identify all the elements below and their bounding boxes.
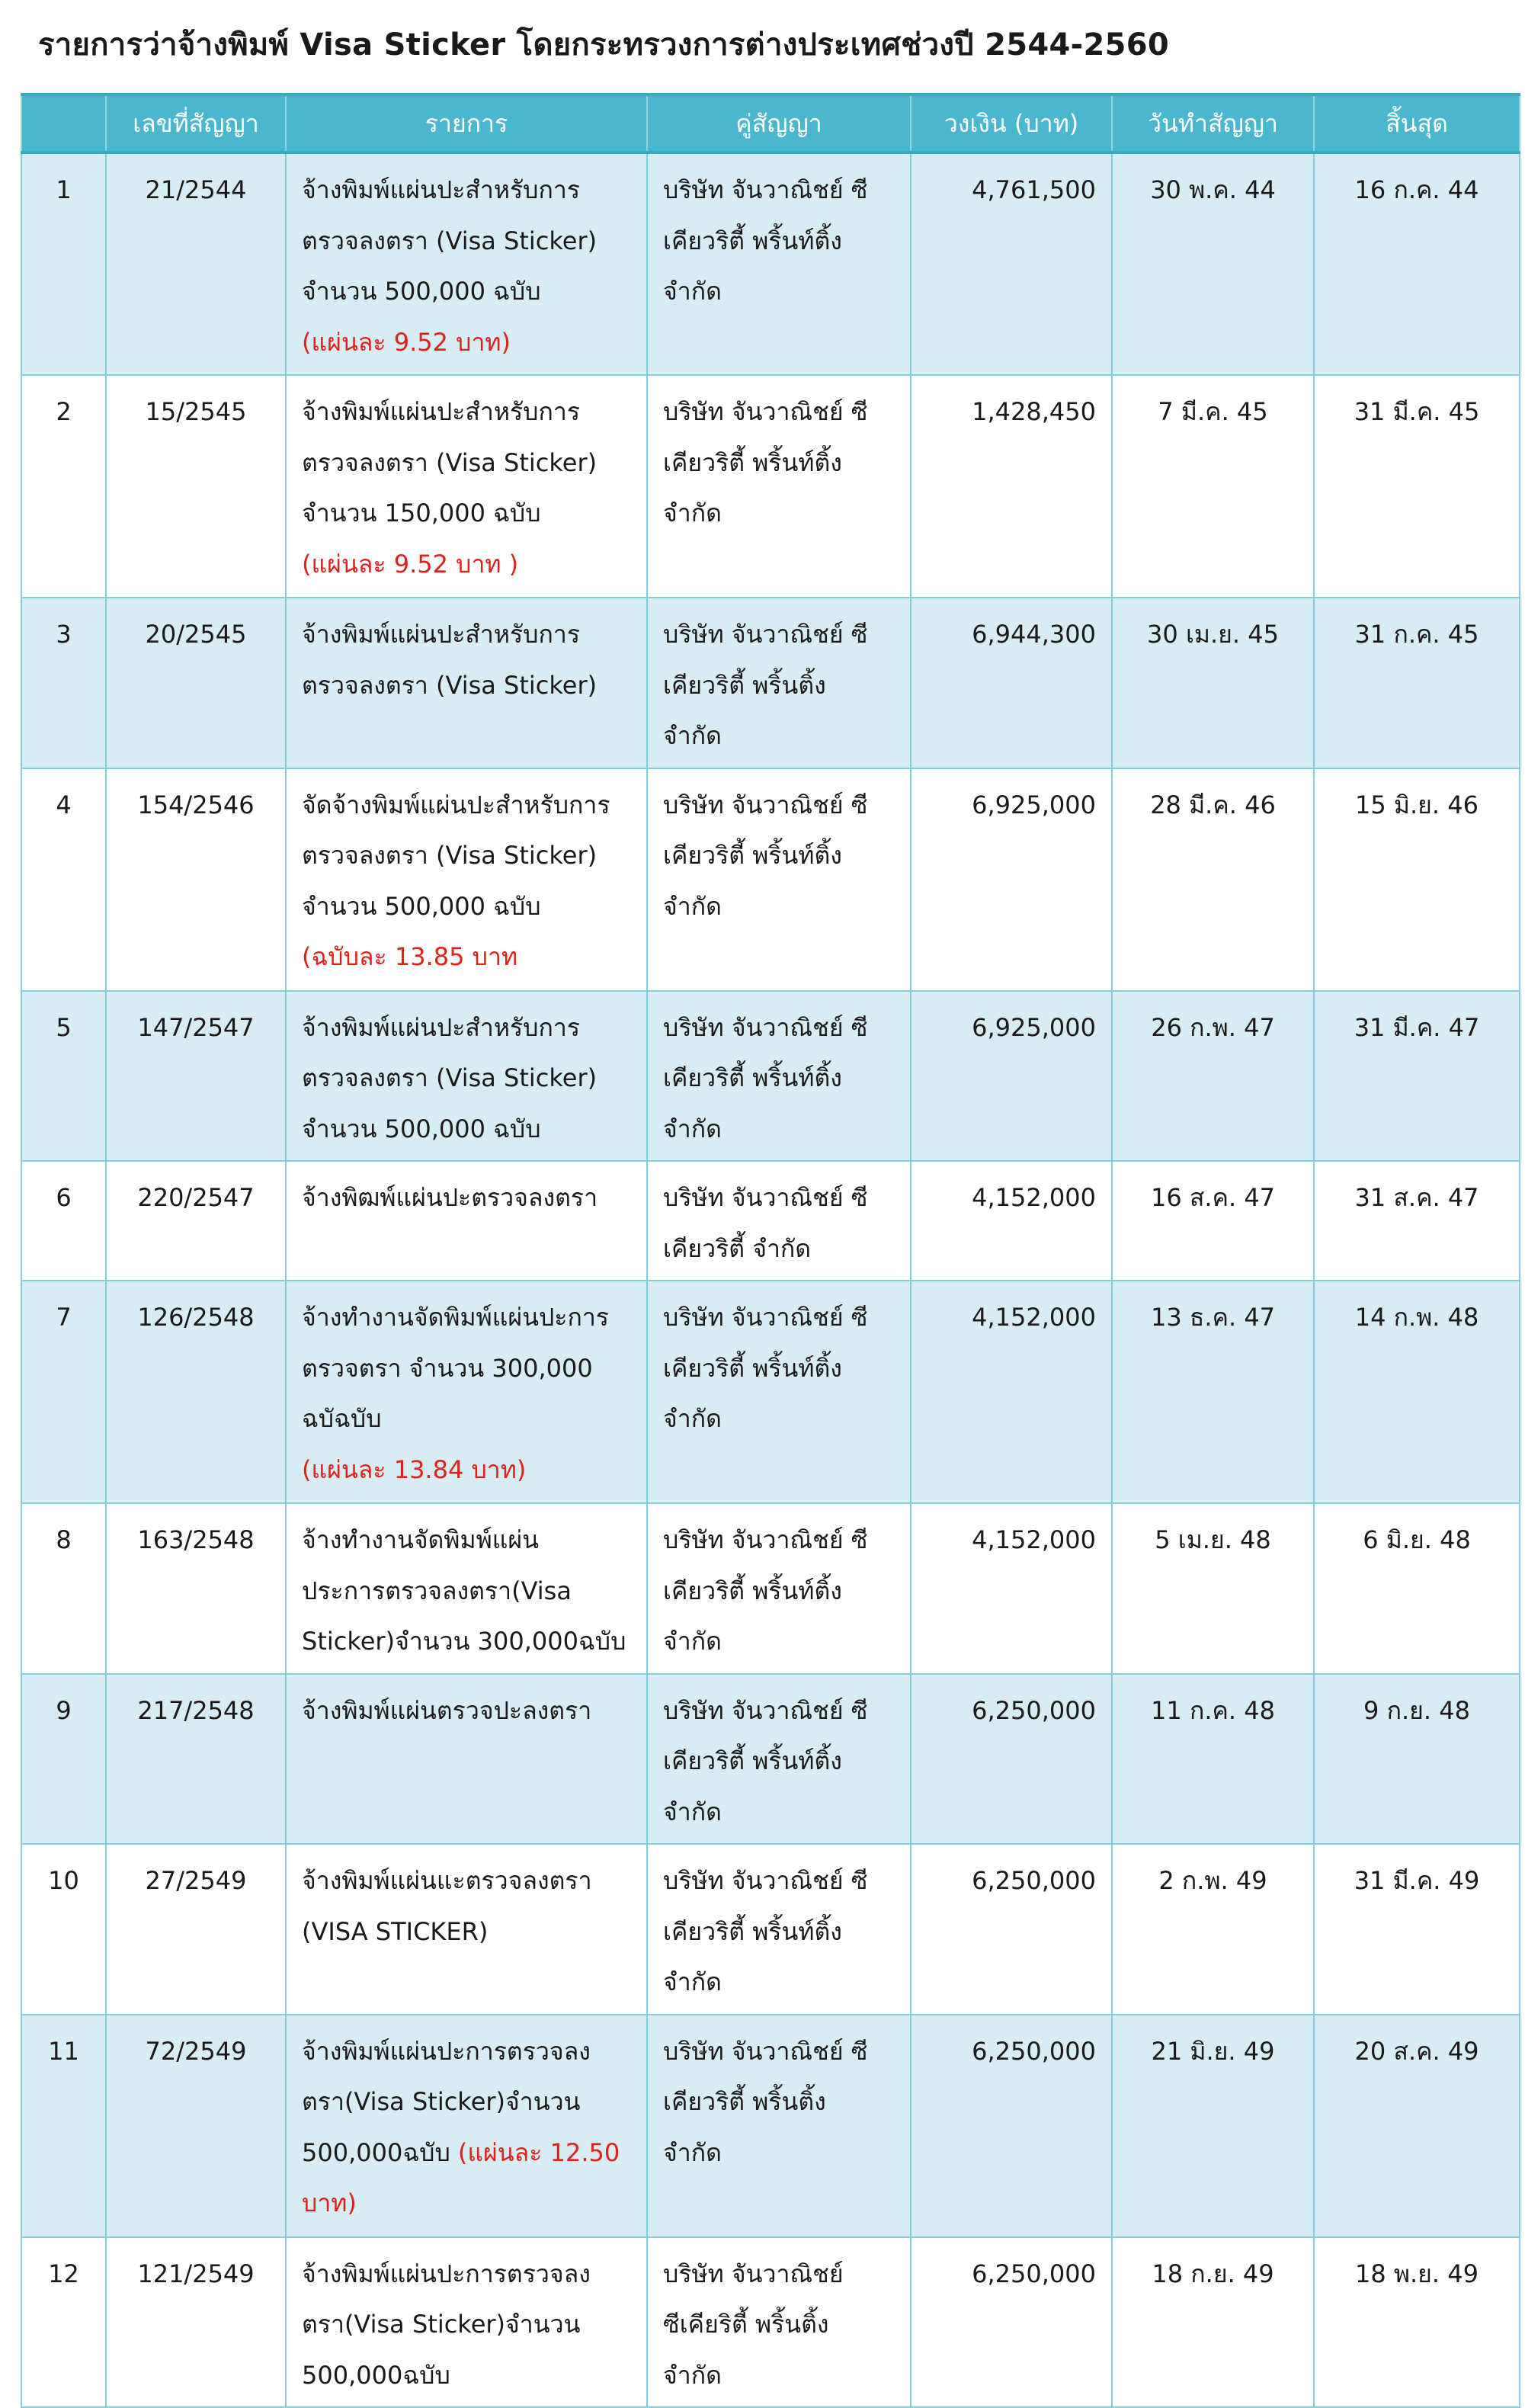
contract-amount: 4,152,000 — [972, 1303, 1096, 1332]
amount-cell — [911, 152, 1112, 375]
item-description: จ้างพิมพ์แผ่นปะสำหรับการ ตรวจลงตรา (Visa Sticker) — [302, 620, 598, 700]
row-number — [21, 991, 106, 1162]
item-description: จ้างพิมพ์แผ่นปะสำหรับการ ตรวจลงตรา (Visa Sticker) จำนวน 150,000 ฉบับ — [302, 397, 598, 527]
row-number — [21, 1161, 106, 1281]
item-description: จ้างพิมพ์แผ่นปะสำหรับการ ตรวจลงตรา (Visa Sticker) จำนวน 500,000 ฉบับ — [302, 1012, 598, 1143]
end-date-cell — [1314, 2015, 1520, 2237]
amount-cell — [911, 768, 1112, 991]
table-row — [21, 1161, 1520, 1281]
item-description-cell — [286, 152, 647, 375]
row-number — [21, 375, 106, 598]
contract-amount: 6,925,000 — [972, 790, 1096, 819]
table-row — [21, 2237, 1520, 2408]
item-description-cell — [286, 375, 647, 598]
row-number-text: 5 — [56, 1012, 72, 1042]
table-row — [21, 598, 1520, 768]
contract-amount: 1,428,450 — [972, 397, 1096, 426]
row-number — [21, 598, 106, 768]
end-date: 14 ก.พ. 48 — [1354, 1303, 1479, 1332]
contract-number: 27/2549 — [145, 1866, 247, 1895]
item-description: จ้างพิมพ์แผ่นแะตรวจลงตรา (VISA STICKER) — [302, 1866, 592, 1946]
contract-number-cell — [106, 1281, 286, 1503]
contract-amount: 4,761,500 — [972, 175, 1096, 204]
contract-number-cell — [106, 1503, 286, 1674]
item-description: จ้างพิมพ์แผ่นตรวจปะลงตรา — [302, 1695, 592, 1725]
end-date: 31 ก.ค. 45 — [1354, 620, 1479, 649]
signed-date: 30 เม.ย. 45 — [1147, 620, 1279, 649]
signed-date-cell — [1112, 991, 1314, 1162]
table-row — [21, 1503, 1520, 1674]
item-description: จัดจ้างพิมพ์แผ่นปะสำหรับการ ตรวจลงตรา (Visa Sticker) จำนวน 500,000 ฉบับ — [302, 790, 610, 921]
table-row — [21, 375, 1520, 598]
contract-number: 15/2545 — [145, 397, 247, 426]
row-number-text: 4 — [56, 790, 72, 819]
signed-date: 7 มี.ค. 45 — [1158, 397, 1268, 426]
item-price-note: (ฉบับละ 13.85 บาท — [302, 942, 518, 971]
end-date-cell — [1314, 1844, 1520, 2015]
row-number-text: 1 — [56, 175, 72, 204]
item-description-cell — [286, 1281, 647, 1503]
table-row — [21, 768, 1520, 991]
contract-amount: 6,250,000 — [972, 1866, 1096, 1895]
item-price-note: (แผ่นละ 9.52 บาท ) — [302, 549, 519, 579]
signed-date-cell — [1112, 1281, 1314, 1503]
end-date: 18 พ.ย. 49 — [1355, 2259, 1479, 2288]
row-number-text: 11 — [48, 2036, 79, 2066]
contract-party-cell — [647, 152, 911, 375]
table-row — [21, 991, 1520, 1162]
amount-cell — [911, 375, 1112, 598]
contract-number: 72/2549 — [145, 2036, 247, 2066]
row-number-text: 6 — [56, 1183, 72, 1212]
table-row — [21, 1844, 1520, 2015]
row-number — [21, 1281, 106, 1503]
contract-number-cell — [106, 2015, 286, 2237]
contract-number-cell — [106, 598, 286, 768]
table-row — [21, 1674, 1520, 1845]
row-number — [21, 2015, 106, 2237]
contract-party-cell — [647, 2237, 911, 2408]
contract-party-cell — [647, 1503, 911, 1674]
end-date-cell — [1314, 598, 1520, 768]
amount-cell — [911, 2015, 1112, 2237]
row-number-text: 10 — [48, 1866, 79, 1895]
table-header-row — [21, 95, 1520, 152]
signed-date: 16 ส.ค. 47 — [1150, 1183, 1276, 1212]
contract-number: 20/2545 — [145, 620, 247, 649]
end-date-cell — [1314, 768, 1520, 991]
amount-cell — [911, 991, 1112, 1162]
contract-amount: 6,944,300 — [972, 620, 1096, 649]
item-description: จ้างทำงานจัดพิมพ์แผ่น ประการตรวจลงตรา(Visa Sticker)จำนวน 300,000ฉบับ — [302, 1525, 626, 1656]
contract-number: 126/2548 — [137, 1303, 255, 1332]
signed-date: 21 มิ.ย. 49 — [1151, 2036, 1275, 2066]
item-description: จ้างพิฒพ์แผ่นปะตรวจลงตรา — [302, 1183, 598, 1212]
signed-date-cell — [1112, 768, 1314, 991]
row-number-text: 2 — [56, 397, 72, 426]
signed-date-cell — [1112, 2015, 1314, 2237]
contract-party-cell — [647, 2015, 911, 2237]
row-number — [21, 2237, 106, 2408]
item-description: จ้างพิมพ์แผ่นปะสำหรับการ ตรวจลงตรา (Visa Sticker) จำนวน 500,000 ฉบับ — [302, 175, 598, 306]
row-number — [21, 1844, 106, 2015]
table-row — [21, 152, 1520, 375]
contract-party-cell — [647, 991, 911, 1162]
item-description-cell — [286, 2237, 647, 2408]
column-header-party: คู่สัญญา — [647, 95, 911, 152]
contract-amount: 6,925,000 — [972, 1012, 1096, 1042]
end-date-cell — [1314, 375, 1520, 598]
end-date-cell — [1314, 991, 1520, 1162]
contract-party: บริษัท จันวาณิชย์ ซี เคียวริตี้ จำกัด — [663, 1183, 868, 1263]
contract-party: บริษัท จันวาณิชย์ ซี เคียวริตี้ พริ้นติ้ง จำกัด — [663, 620, 868, 750]
item-description-cell — [286, 1161, 647, 1281]
contract-party-cell — [647, 768, 911, 991]
contract-number-cell — [106, 1844, 286, 2015]
signed-date-cell — [1112, 375, 1314, 598]
item-description: จ้างพิมพ์แผ่นปะการตรวจลง ตรา(Visa Sticker)จำนวน 500,000ฉบับ — [302, 2036, 591, 2167]
contract-number-cell — [106, 375, 286, 598]
end-date-cell — [1314, 1281, 1520, 1503]
signed-date: 18 ก.ย. 49 — [1152, 2259, 1274, 2288]
column-header-signed-date: วันทำสัญญา — [1112, 95, 1314, 152]
signed-date: 13 ธ.ค. 47 — [1150, 1303, 1276, 1332]
amount-cell — [911, 1281, 1112, 1503]
signed-date: 26 ก.พ. 47 — [1151, 1012, 1275, 1042]
contract-party: บริษัท จันวาณิชย์ ซี เคียวริตี้ พริ้นท์ติ้ง จำกัด — [663, 1303, 868, 1433]
signed-date: 28 มี.ค. 46 — [1150, 790, 1276, 819]
signed-date-cell — [1112, 1674, 1314, 1845]
item-description-cell — [286, 1503, 647, 1674]
contract-amount: 6,250,000 — [972, 1695, 1096, 1725]
contract-party: บริษัท จันวาณิชย์ ซี เคียวริตี้ พริ้นท์ติ้ง จำกัด — [663, 1866, 868, 1996]
item-price-note: (แผ่นละ 12.50 บาท) — [302, 2137, 620, 2217]
signed-date: 2 ก.พ. 49 — [1158, 1866, 1267, 1895]
column-header-amount: วงเงิน (บาท) — [911, 95, 1112, 152]
column-header-contract-no: เลขที่สัญญา — [106, 95, 286, 152]
contract-party-cell — [647, 1281, 911, 1503]
row-number — [21, 1674, 106, 1845]
item-description-cell — [286, 768, 647, 991]
contract-number: 154/2546 — [137, 790, 255, 819]
end-date: 6 มิ.ย. 48 — [1363, 1525, 1471, 1554]
end-date: 15 มิ.ย. 46 — [1355, 790, 1479, 819]
item-description: จ้างทำงานจัดพิมพ์แผ่นปะการ ตรวจตรา จำนวน 300,000 ฉบัฉบับ — [302, 1303, 609, 1433]
contract-party: บริษัท จันวาณิชย์ ซี เคียวริตี้ พริ้นติ้ง จำกัด — [663, 2036, 868, 2167]
row-number — [21, 1503, 106, 1674]
table-row — [21, 2015, 1520, 2237]
amount-cell — [911, 2237, 1112, 2408]
item-description: จ้างพิมพ์แผ่นปะการตรวจลง ตรา(Visa Sticker)จำนวน 500,000ฉบับ — [302, 2259, 591, 2390]
contract-amount: 6,250,000 — [972, 2259, 1096, 2288]
item-description-cell — [286, 991, 647, 1162]
contract-number-cell — [106, 1674, 286, 1845]
signed-date-cell — [1112, 152, 1314, 375]
contract-number: 217/2548 — [137, 1695, 255, 1725]
end-date-cell — [1314, 1674, 1520, 1845]
end-date: 31 มี.ค. 45 — [1354, 397, 1480, 426]
contract-number: 147/2547 — [137, 1012, 255, 1042]
amount-cell — [911, 1161, 1112, 1281]
column-header-index — [21, 95, 106, 152]
contract-number: 121/2549 — [137, 2259, 255, 2288]
contract-number-cell — [106, 768, 286, 991]
column-header-item: รายการ — [286, 95, 647, 152]
end-date: 20 ส.ค. 49 — [1354, 2036, 1479, 2066]
end-date: 9 ก.ย. 48 — [1363, 1695, 1470, 1725]
row-number-text: 8 — [56, 1525, 72, 1554]
row-number-text: 9 — [56, 1695, 72, 1725]
contract-party: บริษัท จันวาณิชย์ ซีเคียริตี้ พริ้นติ้ง จำกัด — [663, 2259, 844, 2390]
signed-date: 30 พ.ค. 44 — [1150, 175, 1276, 204]
amount-cell — [911, 1844, 1112, 2015]
contract-party-cell — [647, 598, 911, 768]
page-title: รายการว่าจ้างพิมพ์ Visa Sticker โดยกระทรวงการต่างประเทศช่วงปี 2544-2560 — [38, 27, 1170, 63]
signed-date-cell — [1112, 1161, 1314, 1281]
contract-party: บริษัท จันวาณิชย์ ซี เคียวริตี้ พริ้นท์ติ้ง จำกัด — [663, 790, 868, 921]
signed-date-cell — [1112, 2237, 1314, 2408]
contract-number: 21/2544 — [145, 175, 247, 204]
contracts-table — [21, 93, 1520, 2408]
contract-number-cell — [106, 991, 286, 1162]
end-date: 31 ส.ค. 47 — [1354, 1183, 1479, 1212]
end-date: 16 ก.ค. 44 — [1354, 175, 1479, 204]
contract-number-cell — [106, 1161, 286, 1281]
signed-date: 5 เม.ย. 48 — [1155, 1525, 1271, 1554]
end-date-cell — [1314, 1503, 1520, 1674]
table-body — [21, 152, 1520, 2407]
end-date-cell — [1314, 152, 1520, 375]
end-date-cell — [1314, 1161, 1520, 1281]
row-number-text: 7 — [56, 1303, 72, 1332]
row-number-text: 12 — [48, 2259, 79, 2288]
end-date: 31 มี.ค. 47 — [1354, 1012, 1480, 1042]
contract-party-cell — [647, 375, 911, 598]
column-header-end-date: สิ้นสุด — [1314, 95, 1520, 152]
contract-party-cell — [647, 1674, 911, 1845]
signed-date-cell — [1112, 1503, 1314, 1674]
contract-party: บริษัท จันวาณิชย์ ซี เคียวริตี้ พริ้นท์ติ้ง จำกัด — [663, 175, 868, 306]
item-description-cell — [286, 2015, 647, 2237]
signed-date-cell — [1112, 1844, 1314, 2015]
contract-party: บริษัท จันวาณิชย์ ซี เคียวริตี้ พริ้นท์ติ้ง จำกัด — [663, 1525, 868, 1656]
contract-number-cell — [106, 2237, 286, 2408]
amount-cell — [911, 1674, 1112, 1845]
row-number — [21, 768, 106, 991]
contract-party: บริษัท จันวาณิชย์ ซี เคียวริตี้ พริ้นท์ติ้ง จำกัด — [663, 1695, 868, 1826]
amount-cell — [911, 1503, 1112, 1674]
contract-party-cell — [647, 1161, 911, 1281]
contract-number: 220/2547 — [137, 1183, 255, 1212]
table-row — [21, 1281, 1520, 1503]
amount-cell — [911, 598, 1112, 768]
contract-party: บริษัท จันวาณิชย์ ซี เคียวริตี้ พริ้นท์ติ้ง จำกัด — [663, 397, 868, 527]
contract-amount: 4,152,000 — [972, 1183, 1096, 1212]
item-description-cell — [286, 598, 647, 768]
row-number-text: 3 — [56, 620, 72, 649]
signed-date-cell — [1112, 598, 1314, 768]
end-date-cell — [1314, 2237, 1520, 2408]
row-number — [21, 152, 106, 375]
contract-number: 163/2548 — [137, 1525, 255, 1554]
contract-amount: 6,250,000 — [972, 2036, 1096, 2066]
item-price-note: (แผ่นละ 9.52 บาท) — [302, 327, 511, 357]
signed-date: 11 ก.ค. 48 — [1151, 1695, 1275, 1725]
contract-number-cell — [106, 152, 286, 375]
contract-amount: 4,152,000 — [972, 1525, 1096, 1554]
item-description-cell — [286, 1674, 647, 1845]
contract-party-cell — [647, 1844, 911, 2015]
contract-party: บริษัท จันวาณิชย์ ซี เคียวริตี้ พริ้นท์ติ้ง จำกัด — [663, 1012, 868, 1143]
item-price-note: (แผ่นละ 13.84 บาท) — [302, 1454, 527, 1484]
end-date: 31 มี.ค. 49 — [1354, 1866, 1480, 1895]
item-description-cell — [286, 1844, 647, 2015]
